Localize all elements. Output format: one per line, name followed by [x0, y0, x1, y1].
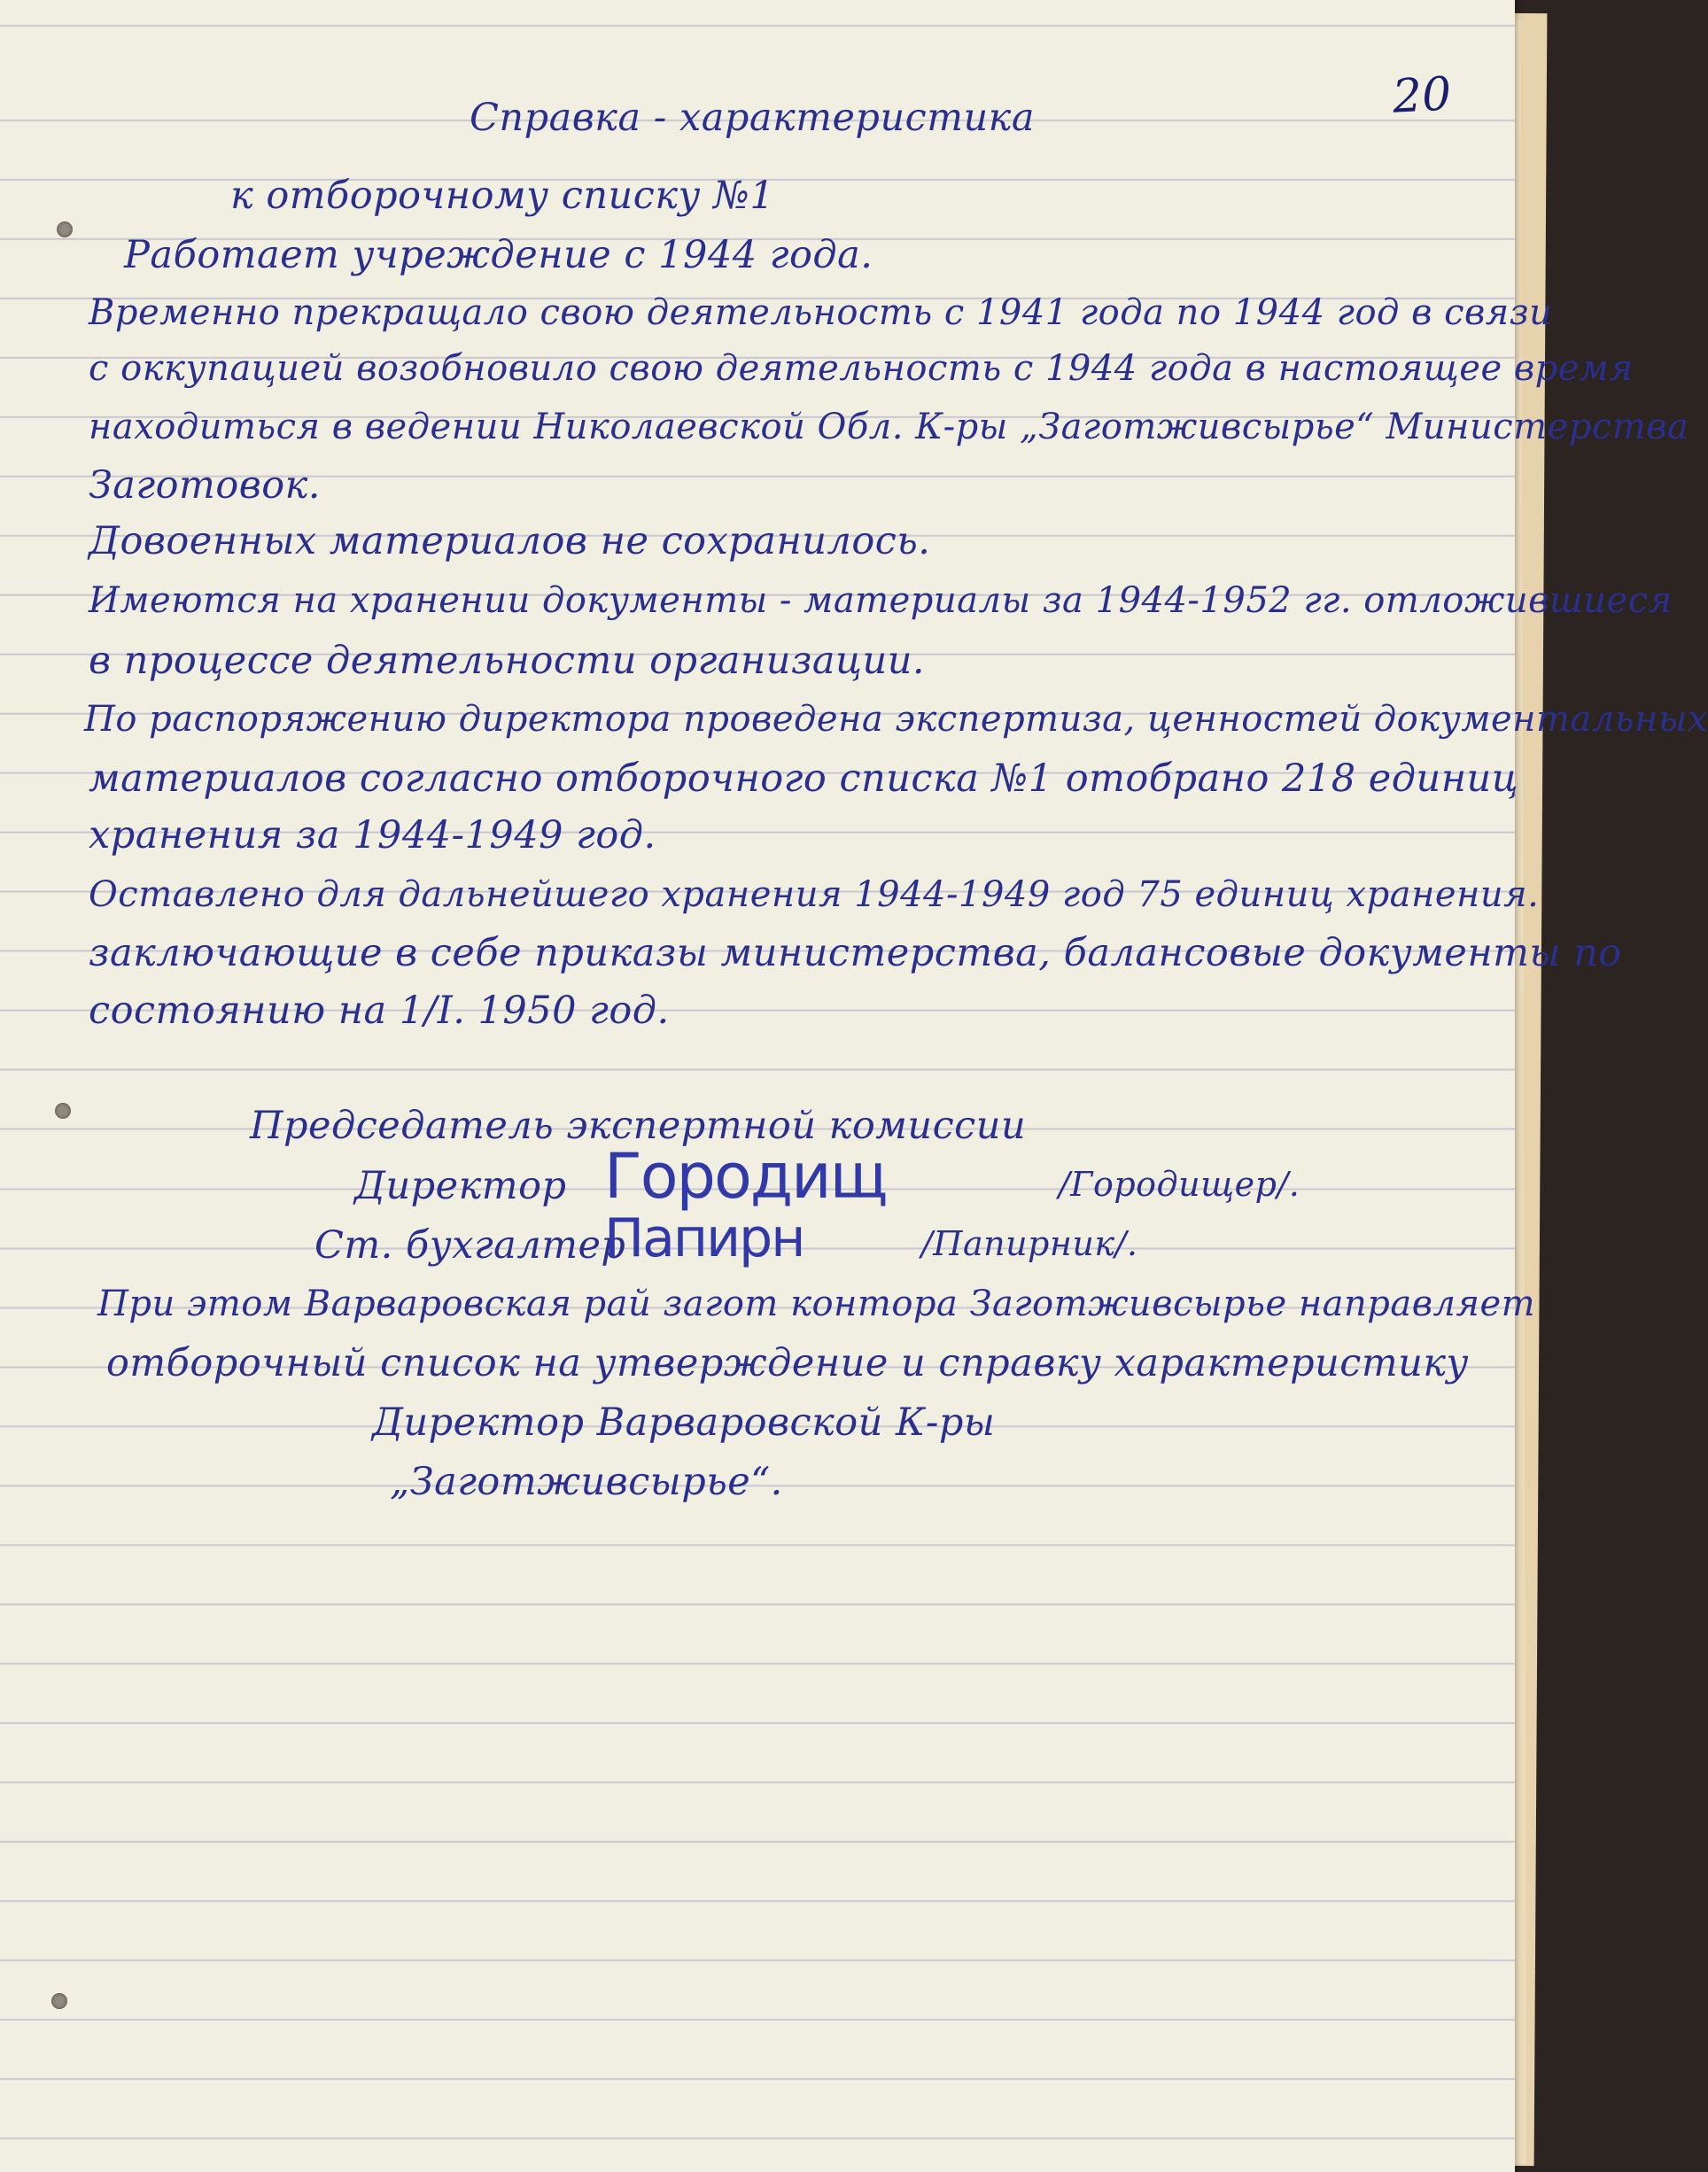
- closing-line: отборочный список на утверждение и справку характеристику: [106, 1341, 1469, 1385]
- document-title: Справка - характеристика: [470, 96, 1035, 140]
- director-name: /Городищер/.: [1059, 1165, 1300, 1204]
- body-line: материалов согласно отборочного списка №1 отобрано 218 единиц: [89, 756, 1519, 801]
- accountant-label: Ст. бухгалтер: [314, 1223, 626, 1268]
- body-line: Оставлено для дальнейшего хранения 1944-1949 год 75 единиц хранения.: [89, 874, 1540, 915]
- body-line: По распоряжению директора проведена экспертиза, ценностей документальных: [84, 699, 1708, 740]
- body-line: находиться в ведении Николаевской Обл. К-ры „Заготживсырье“ Министерства: [89, 407, 1689, 447]
- director-label: Директор: [354, 1164, 567, 1208]
- accountant-name: /Папирник/.: [921, 1224, 1138, 1263]
- body-line: Имеются на хранении документы - материалы за 1944-1952 гг. отложившиеся: [89, 580, 1673, 621]
- closing-line: „Заготживсырье“.: [390, 1460, 783, 1504]
- closing-line: При этом Варваровская рай загот контора Заготживсырье направляет: [97, 1284, 1536, 1324]
- binder-hole-icon: [55, 1103, 71, 1119]
- body-line: Довоенных материалов не сохранилось.: [89, 519, 931, 563]
- body-line: хранения за 1944-1949 год.: [89, 813, 656, 857]
- body-line: Работает учреждение с 1944 года.: [124, 233, 873, 277]
- director-signature: Городищ: [604, 1140, 887, 1213]
- body-line: состоянию на 1/I. 1950 год.: [89, 989, 670, 1033]
- body-line: в процессе деятельности организации.: [89, 639, 926, 683]
- body-line: Заготовок.: [89, 463, 321, 508]
- closing-line: Директор Варваровской К-ры: [372, 1400, 996, 1445]
- page-number: 20: [1391, 67, 1453, 124]
- body-line: с оккупацией возобновило свою деятельность с 1944 года в настоящее время: [89, 348, 1634, 389]
- body-line: заключающие в себе приказы министерства, балансовые документы по: [89, 931, 1622, 975]
- chairman-label: Председатель экспертной комиссии: [250, 1104, 1027, 1148]
- binder-hole-icon: [51, 1993, 67, 2009]
- binder-hole-icon: [57, 221, 73, 237]
- accountant-signature: Папирн: [604, 1207, 804, 1269]
- body-line: Временно прекращало свою деятельность с 1941 года по 1944 год в связи: [89, 292, 1553, 333]
- document-subtitle: к отборочному списку №1: [230, 174, 775, 218]
